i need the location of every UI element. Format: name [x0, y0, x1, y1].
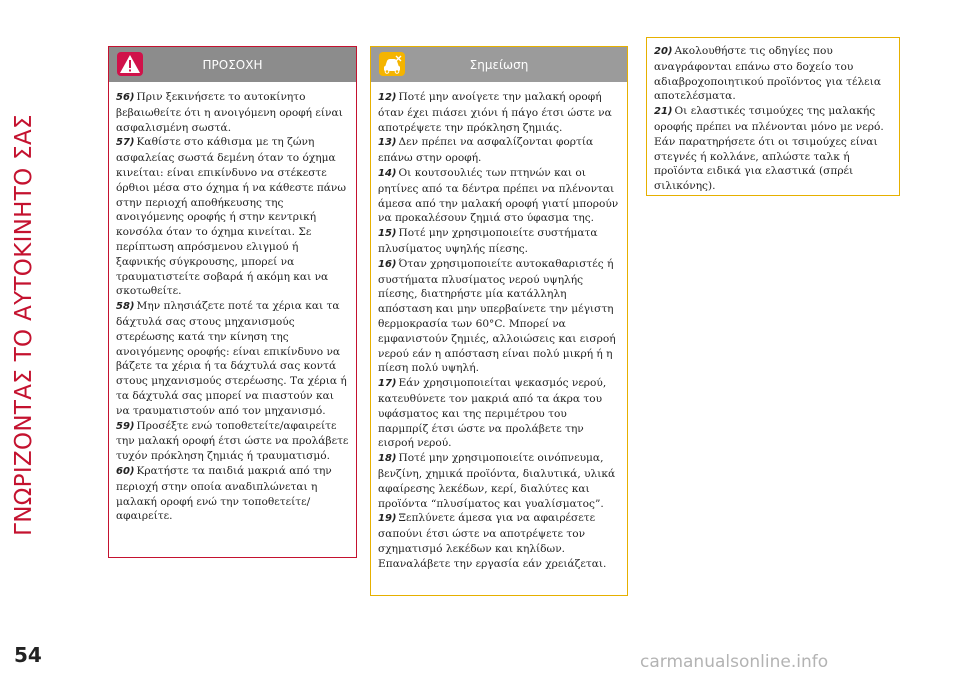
section-side-title [4, 10, 44, 640]
watermark: carmanualsonline.info [640, 652, 829, 672]
note-item: 21) Οι ελαστικές τσιμούχες της μαλακής οροφής πρέπει να πλένονται μόνο με νερό. Εάν παρατηρήσετε ότι οι τσιμούχες είναι στεγνές ή κολλάνε, απλώστε ταλκ ή προϊόντα ειδικά για ελαστικά (σπρέι σιλικόνης). [654, 105, 884, 193]
note-header [371, 47, 627, 82]
note-item: 20) Ακολουθήστε τις οδηγίες που αναγράφονται επάνω στο δοχείο του αδιαβροχοποιητικού προϊόντος για τέλεια αποτελέσματα. [654, 45, 881, 103]
note-box [370, 46, 628, 596]
warning-item: 60) Κρατήστε τα παιδιά μακριά από την περιοχή στην οποία αναδιπλώνεται η μαλακή οροφή ενώ την τοποθετείτε/ αφαιρείτε. [116, 464, 332, 523]
warning-header [109, 47, 356, 82]
car-note-icon [379, 52, 405, 76]
note-body [371, 82, 627, 572]
warning-box [108, 46, 357, 558]
warning-item: 59) Προσέξτε ενώ τοποθετείτε/αφαιρείτε την μαλακή οροφή έτσι ώστε να προλάβετε τυχόν πρόκληση ζημιάς ή τραυματισμό. [116, 419, 349, 463]
note-item: 12) Ποτέ μην ανοίγετε την μαλακή οροφή όταν έχει πιάσει χιόνι ή πάγο έτσι ώστε να αποτρέψετε την πρόκληση ζημιάς. [378, 91, 612, 134]
note-item: 14) Οι κουτσουλιές των πτηνών και οι ρητίνες από τα δέντρα πρέπει να πλένονται άμεσα από την μαλακή οροφή γιατί μπορούν να προκαλέσουν ζημιά στο ύφασμα της. [378, 166, 619, 225]
note-item: 15) Ποτέ μην χρησιμοποιείτε συστήματα πλυσίματος υψηλής πίεσης. [378, 227, 598, 255]
warning-item: 57) Καθίστε στο κάθισμα με τη ζώνη ασφαλείας σωστά δεμένη όταν το όχημα κινείται: είναι επικίνδυνο να στέκεστε όρθιοι μέσα στο όχημα ή να κάθεστε πάνω στην περιοχή αποθήκευσης της ανοιγόμενης οροφής ή στην κεντρική κονσόλα όταν το όχημα κινείται. Σε περίπτωση απρόσμενου ελιγμού ή ξαφνικής σύγκρουσης, μπορεί να τραυματιστείτε σοβαρά ή ακόμη και να σκοτωθείτε. [116, 136, 347, 298]
note-item: 18) Ποτέ μην χρησιμοποιείτε οινόπνευμα, βενζίνη, χημικά προϊόντα, διαλυτικά, υλικά αφαίρεσης λεκέδων, κερί, διαλύτες και προϊόντα “πλυσίματος και γυαλίσματος”. [378, 452, 616, 510]
page-number: 54 [14, 643, 42, 667]
note-continued-box [646, 37, 900, 196]
note-item: 16) Όταν χρησιμοποιείτε αυτοκαθαριστές ή συστήματα πλυσίματος νερού υψηλής πίεσης, διατηρήστε μία κατάλληλη απόσταση και μην υπερβαίνετε την μέγιστη θερμοκρασία των 60°C. Μπορεί να εμφανιστούν ζημιές, αλλοιώσεις και εισροή νερού εάν η απόσταση είναι πολύ μικρή ή η πίεση πολύ υψηλή. [378, 257, 616, 375]
note-item: 19) Ξεπλύνετε άμεσα για να αφαιρέσετε σαπούνι έτσι ώστε να αποτρέψετε τον σχηματισμό λεκέδων και κηλίδων. Επαναλάβετε την εργασία εάν χρειάζεται. [378, 512, 607, 570]
warning-body [109, 82, 356, 524]
warning-exclamation-icon [117, 52, 143, 76]
note-item: 17) Εάν χρησιμοποιείται ψεκασμός νερού, κατευθύνετε τον μακριά από τα άκρα του υφάσματος και της περιμέτρου του παρμπρίζ έτσι ώστε να προλάβετε την εισροή νερού. [378, 377, 607, 450]
warning-title: ΠΡΟΣΟΧΗ [202, 57, 263, 72]
warning-item: 58) Μην πλησιάζετε ποτέ τα χέρια και τα δάχτυλά σας στους μηχανισμούς στερέωσης κατά την κίνηση της ανοιγόμενης οροφής: είναι επικίνδυνο να βάζετε τα χέρια ή τα δάχτυλά σας κοντά στους μηχανισμούς στερέωσης. Τα χέρια ή τα δάχτυλά σας μπορεί να πιαστούν και να τραυματιστούν από τον μηχανισμό. [116, 300, 347, 417]
note-title: Σημείωση [469, 57, 529, 72]
side-title-text: ΓΝΩΡΙΖΟΝΤΑΣ ΤΟ ΑΥΤΟΚΙΝΗΤΟ ΣΑΣ [11, 114, 37, 536]
note-item: 13) Δεν πρέπει να ασφαλίζονται φορτία επάνω στην οροφή. [378, 136, 594, 165]
warning-item: 56) Πριν ξεκινήσετε το αυτοκίνητο βεβαιωθείτε ότι η ανοιγόμενη οροφή είναι ασφαλισμένη σωστά. [116, 91, 343, 134]
note-continued-body [647, 38, 899, 194]
